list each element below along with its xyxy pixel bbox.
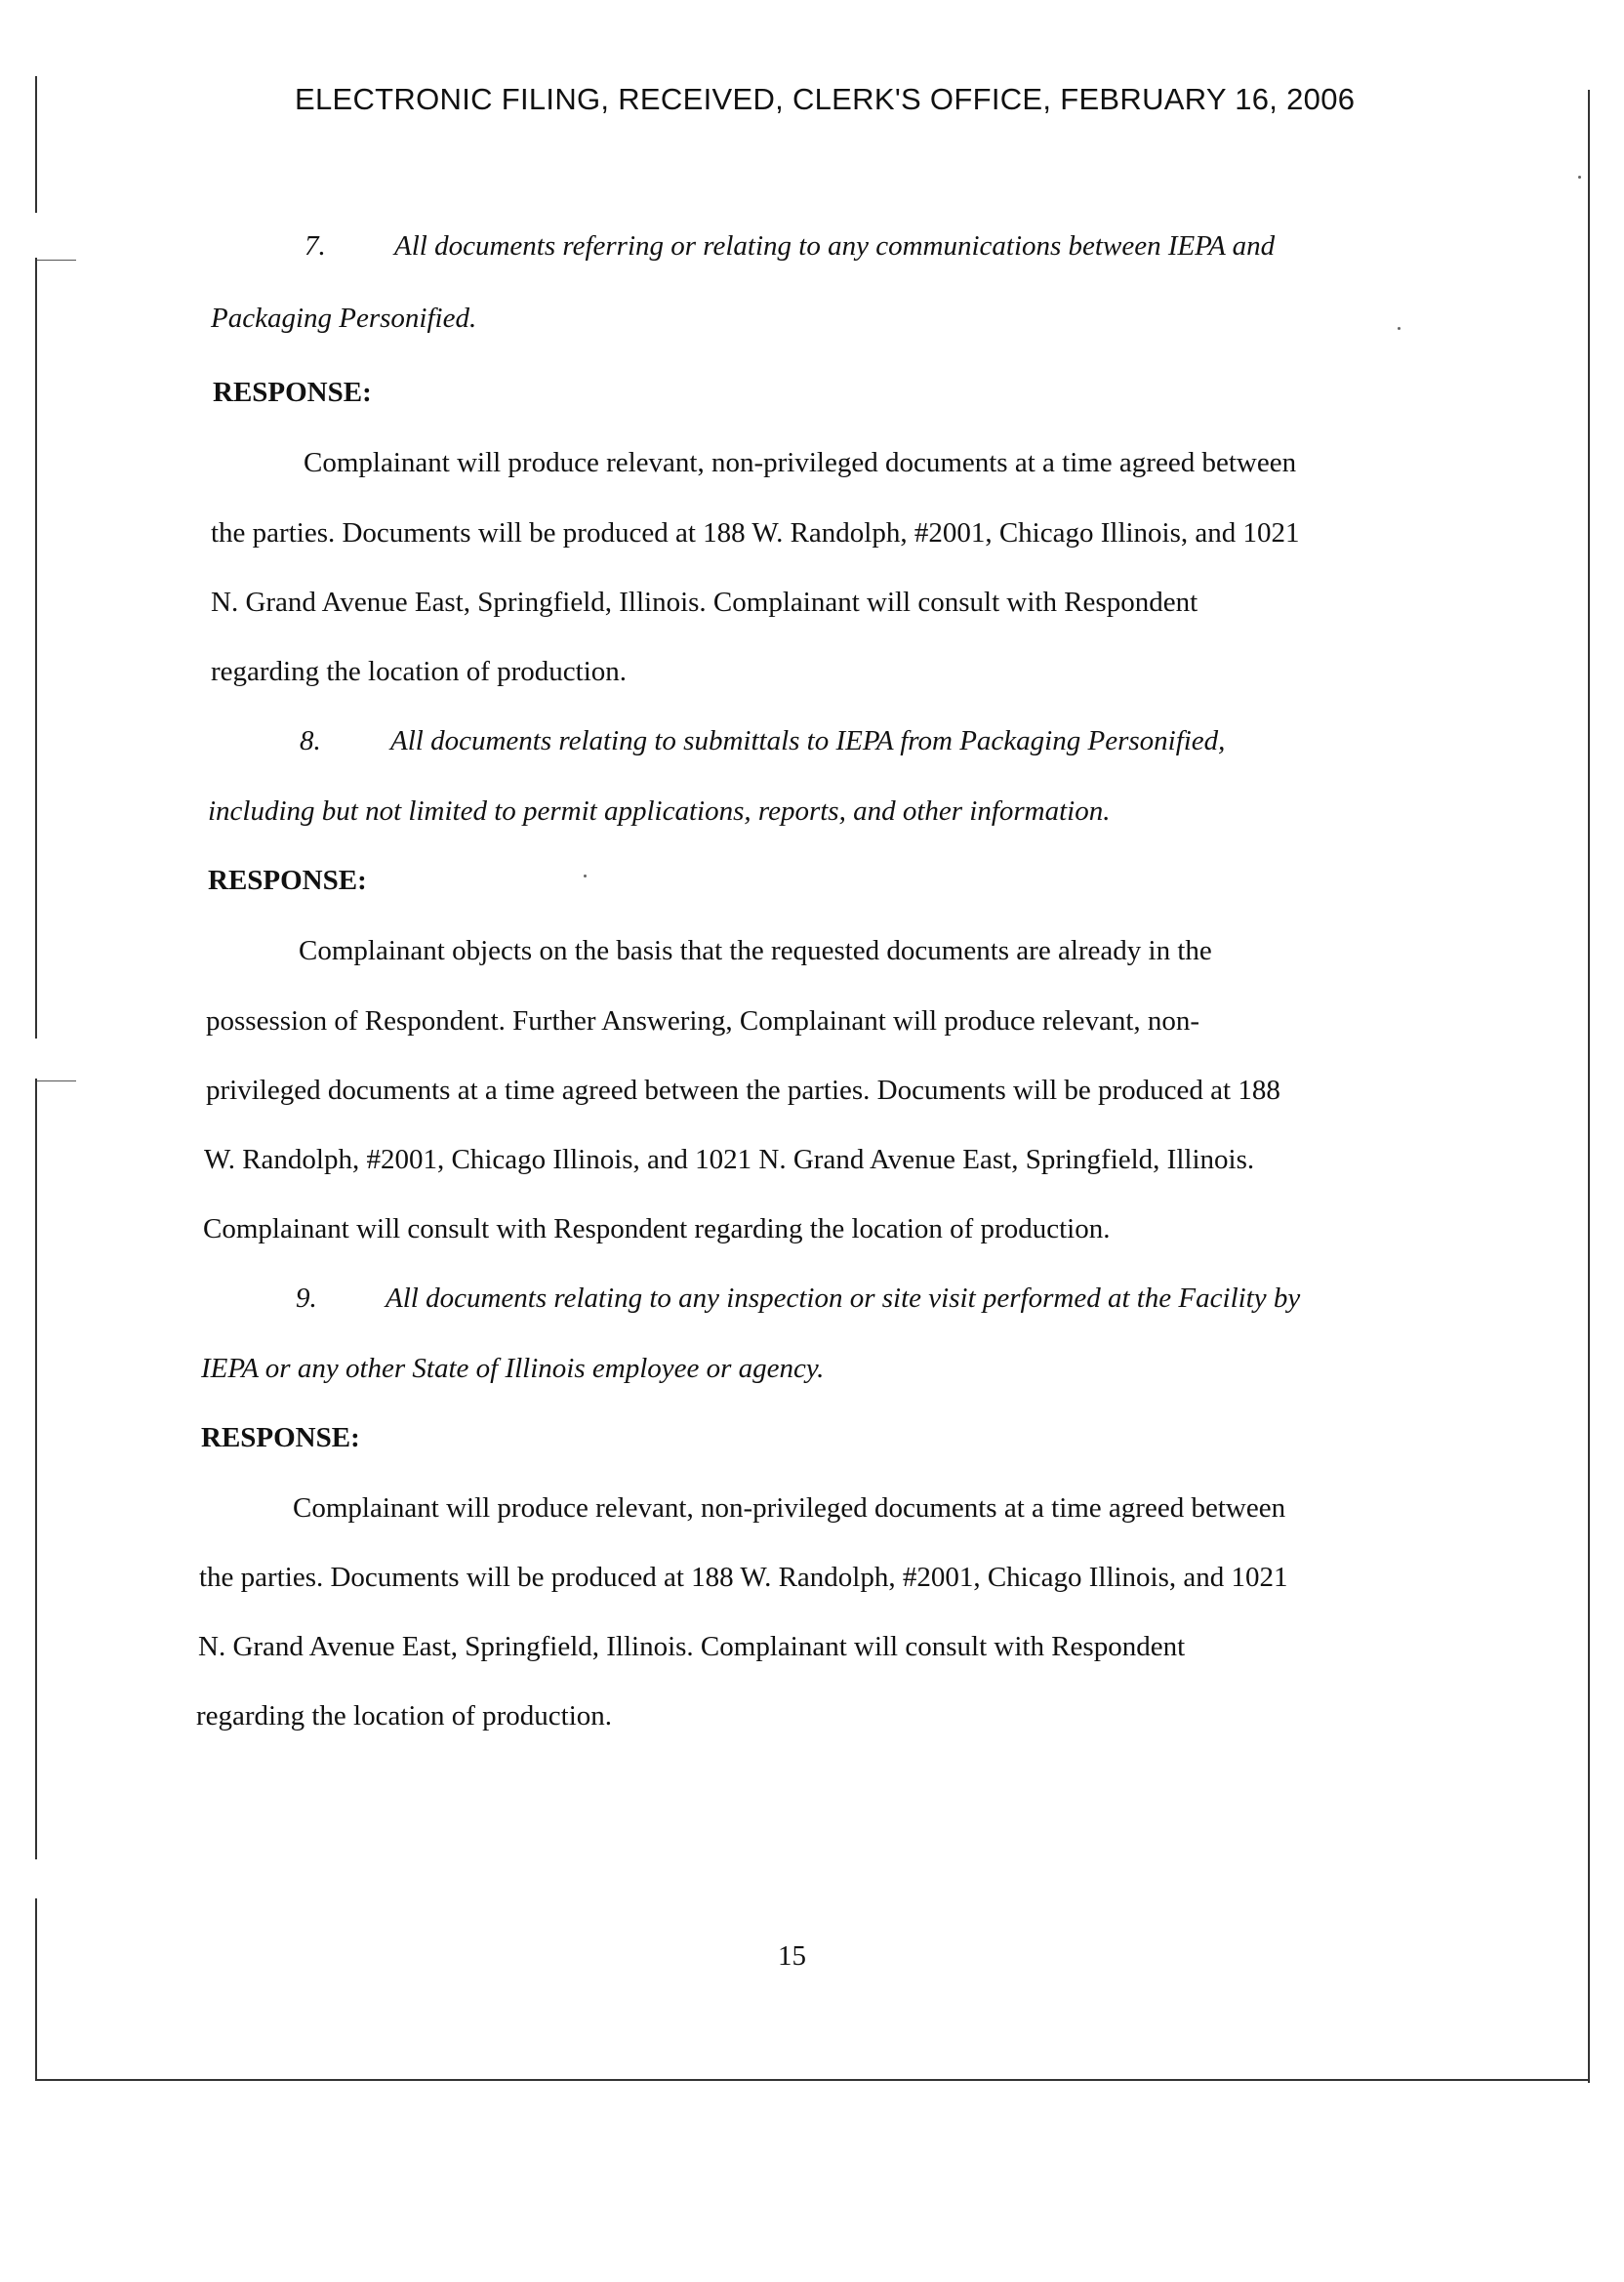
right-scan-border: [1588, 90, 1590, 2083]
response-text: regarding the location of production.: [196, 1700, 613, 1732]
request-number: 7.: [304, 230, 326, 262]
bottom-scan-border: [35, 2079, 1590, 2081]
scan-mark: [37, 1080, 76, 1081]
request-text: All documents relating to any inspection or site visit performed at the Facility by: [386, 1283, 1301, 1314]
scan-speck: [1398, 327, 1401, 330]
response-text: N. Grand Avenue East, Springfield, Illinois. Complainant will consult with Respondent: [198, 1631, 1186, 1662]
response-text: Complainant will produce relevant, non-privileged documents at a time agreed between: [293, 1492, 1286, 1524]
scan-mark: [37, 260, 76, 261]
request-number: 9.: [296, 1283, 317, 1314]
response-text: Complainant will produce relevant, non-privileged documents at a time agreed between: [304, 447, 1297, 478]
request-text: including but not limited to permit applications, reports, and other information.: [208, 795, 1111, 827]
response-label: RESPONSE:: [201, 1422, 360, 1453]
response-text: regarding the location of production.: [211, 656, 628, 687]
left-scan-border: [35, 1898, 37, 2079]
response-text: N. Grand Avenue East, Springfield, Illinois. Complainant will consult with Respondent: [211, 587, 1198, 618]
response-text: privileged documents at a time agreed between the parties. Documents will be produced at 188: [206, 1075, 1280, 1106]
left-scan-border: [35, 258, 37, 1039]
request-text: All documents relating to submittals to IEPA from Packaging Personified,: [390, 725, 1226, 756]
request-number: 8.: [300, 725, 321, 756]
response-text: Complainant objects on the basis that the requested documents are already in the: [299, 935, 1212, 966]
request-text: IEPA or any other State of Illinois employee or agency.: [201, 1353, 825, 1384]
response-text: Complainant will consult with Respondent regarding the location of production.: [203, 1213, 1111, 1244]
filing-header: ELECTRONIC FILING, RECEIVED, CLERK'S OFFICE, FEBRUARY 16, 2006: [295, 82, 1356, 116]
scan-speck: [1578, 176, 1581, 179]
response-text: the parties. Documents will be produced at 188 W. Randolph, #2001, Chicago Illinois, and 1021: [211, 517, 1300, 549]
left-scan-border: [35, 76, 37, 213]
response-text: possession of Respondent. Further Answering, Complainant will produce relevant, non-: [206, 1005, 1200, 1037]
response-text: the parties. Documents will be produced at 188 W. Randolph, #2001, Chicago Illinois, and 1021: [199, 1562, 1288, 1593]
left-scan-border: [35, 1079, 37, 1859]
scan-speck: [584, 875, 587, 877]
request-text: Packaging Personified.: [211, 303, 477, 334]
request-text: All documents referring or relating to any communications between IEPA and: [394, 230, 1276, 262]
response-label: RESPONSE:: [208, 865, 367, 896]
response-label: RESPONSE:: [213, 377, 372, 408]
response-text: W. Randolph, #2001, Chicago Illinois, and 1021 N. Grand Avenue East, Springfield, Illinois.: [204, 1144, 1255, 1175]
page-number: 15: [778, 1940, 806, 1972]
